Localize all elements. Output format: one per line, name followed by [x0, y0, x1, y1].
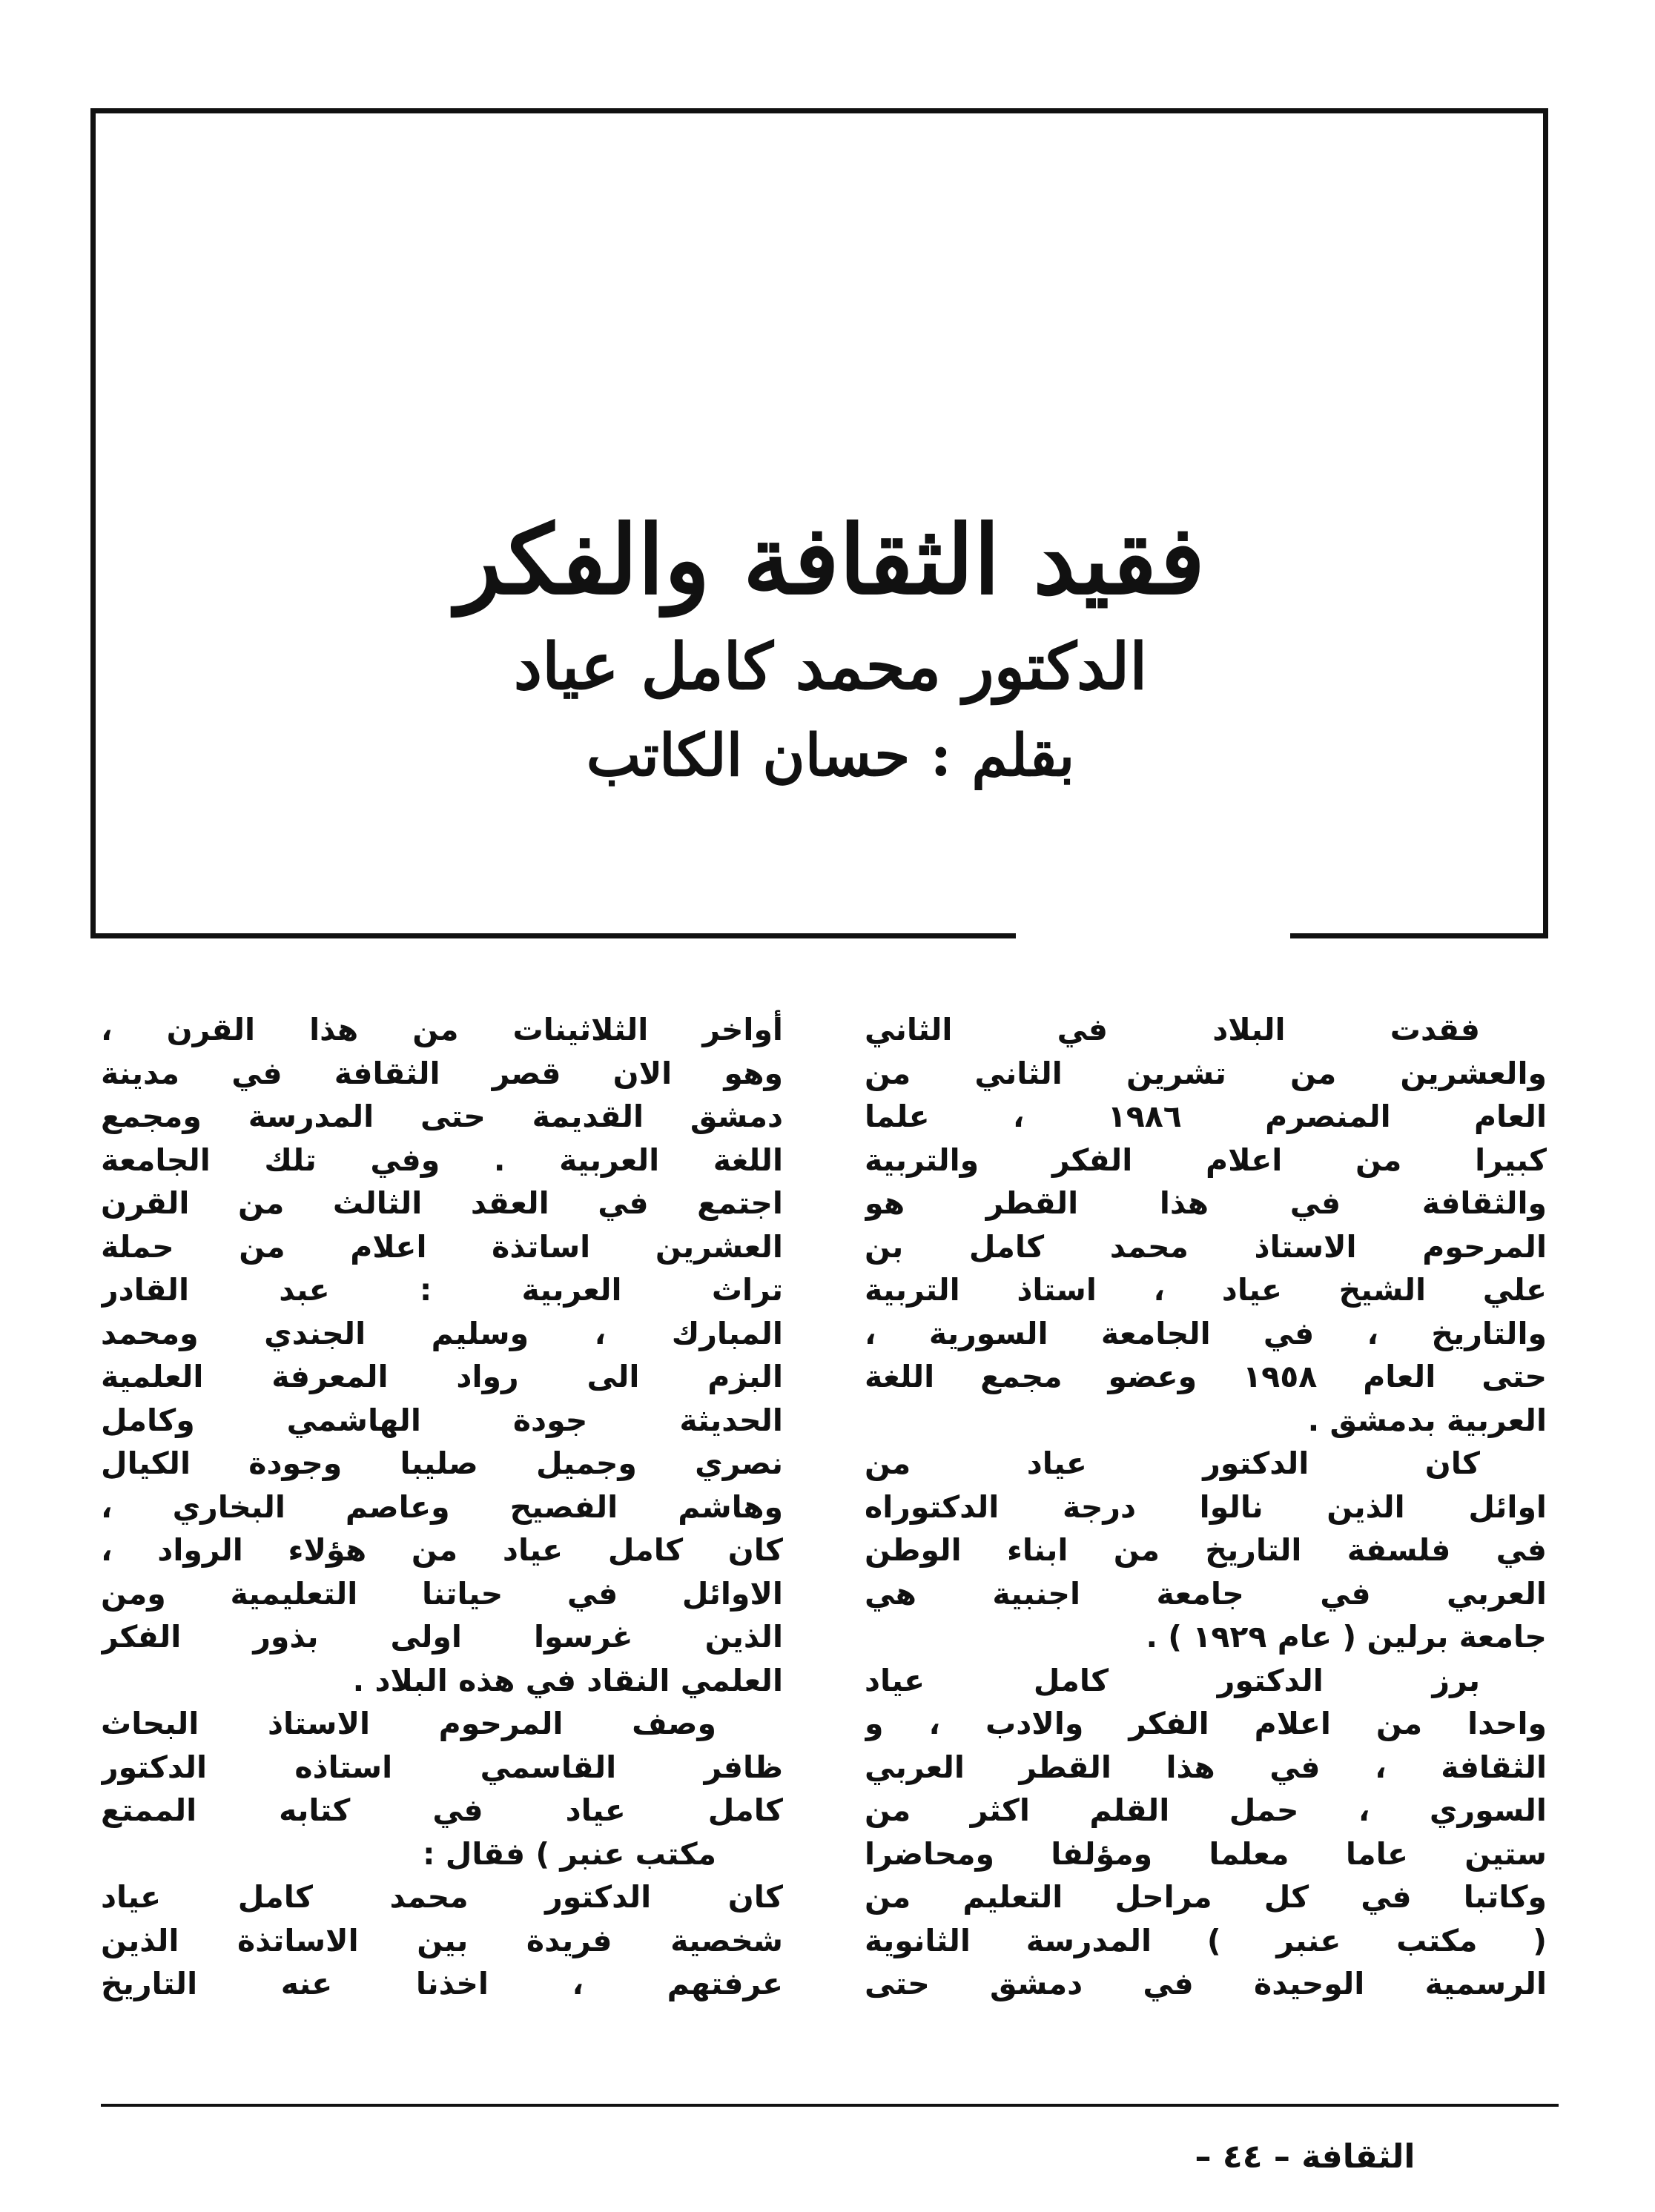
text-line: اجتمع في العقد الثالث من القرن [101, 1185, 783, 1221]
text-line: المبارك ، وسليم الجندي ومحمد [101, 1315, 783, 1351]
text-line: جامعة برلين ( عام ١٩٢٩ ) . [1146, 1619, 1547, 1655]
text-line: كان كامل عياد من هؤلاء الرواد ، [101, 1532, 783, 1568]
text-line: كان الدكتور عياد من [865, 1446, 1480, 1481]
text-line: العلمي النقاد في هذه البلاد . [352, 1662, 783, 1698]
text-line: والتاريخ ، في الجامعة السورية ، [865, 1315, 1547, 1351]
text-line: واحدا من اعلام الفكر والادب ، و [865, 1706, 1547, 1741]
text-line: العام المنصرم ١٩٨٦ ، علما [865, 1099, 1547, 1134]
text-line: البزم الى رواد المعرفة العلمية [101, 1359, 783, 1394]
text-column-right [865, 1008, 1547, 2006]
text-line: العربية بدمشق . [1307, 1402, 1547, 1438]
text-line: كامل عياد في كتابه الممتع [101, 1792, 783, 1828]
text-line: كبيرا من اعلام الفكر والتربية [865, 1142, 1547, 1178]
article-header [415, 504, 1246, 794]
text-line: المرحوم الاستاذ محمد كامل بن [865, 1228, 1547, 1265]
text-line: اوائل الذين نالوا درجة الدكتوراه [865, 1489, 1547, 1525]
text-line: في فلسفة التاريخ من ابناء الوطن [865, 1532, 1547, 1568]
text-line: برز الدكتور كامل عياد [865, 1662, 1480, 1698]
text-line: ظافر القاسمي استاذه الدكتور [101, 1749, 783, 1785]
text-line: كان الدكتور محمد كامل عياد [101, 1879, 783, 1915]
text-line: تراث العربية : عبد القادر [101, 1272, 783, 1308]
text-line: مكتب عنبر ) فقال : [423, 1835, 716, 1872]
text-line: العربي في جامعة اجنبية هي [865, 1575, 1547, 1612]
text-line: وكاتبا في كل مراحل التعليم من [865, 1879, 1547, 1915]
text-column-left [101, 1008, 783, 2006]
text-line: شخصية فريدة بين الاساتذة الذين [101, 1922, 783, 1958]
article-subtitle: الدكتور محمد كامل عياد [513, 629, 1148, 704]
text-line: عرفتهم ، اخذنا عنه التاريخ [101, 1966, 783, 2001]
text-line: وهاشم الفصيح وعاصم البخاري ، [101, 1489, 783, 1525]
text-line: السوري ، حمل القلم اكثر من [865, 1792, 1547, 1828]
text-line: الرسمية الوحيدة في دمشق حتى [865, 1966, 1547, 2001]
article-title: فقيد الثقافة والفكر [455, 505, 1206, 616]
text-line: الحديثة جودة الهاشمي وكامل [101, 1402, 783, 1438]
text-line: حتى العام ١٩٥٨ وعضو مجمع اللغة [865, 1359, 1547, 1394]
text-line: الاوائل في حياتنا التعليمية ومن [101, 1575, 783, 1612]
text-line: وهو الان قصر الثقافة في مدينة [101, 1055, 783, 1091]
text-line: وصف المرحوم الاستاذ البحاث [101, 1706, 716, 1741]
text-line: ستين عاما معلما ومؤلفا ومحاضرا [865, 1835, 1547, 1872]
bottom-rule [101, 2104, 1559, 2107]
text-line: والعشرين من تشرين الثاني من [865, 1055, 1547, 1091]
text-line: نصري وجميل صليبا وجودة الكيال [101, 1446, 783, 1481]
text-line: دمشق القديمة حتى المدرسة ومجمع [101, 1099, 783, 1134]
text-line: والثقافة في هذا القطر هو [865, 1185, 1547, 1221]
text-line: العشرين اساتذة اعلام من حملة [101, 1228, 783, 1265]
page-folio: الثقافة – ٤٤ – [1195, 2138, 1415, 2176]
text-line: علي الشيخ عياد ، استاذ التربية [865, 1272, 1547, 1308]
article-byline: بقلم : حسان الكاتب [586, 722, 1075, 790]
text-line: فقدت البلاد في الثاني [865, 1012, 1480, 1047]
text-line: الذين غرسوا اولى بذور الفكر [101, 1619, 783, 1655]
text-line: ( مكتب عنبر ) المدرسة الثانوية [865, 1922, 1547, 1958]
text-line: الثقافة ، في هذا القطر العربي [865, 1749, 1547, 1785]
title-frame-gap [1016, 927, 1290, 949]
text-line: أواخر الثلاثينات من هذا القرن ، [101, 1012, 783, 1047]
text-line: اللغة العربية . وفي تلك الجامعة [101, 1142, 783, 1178]
